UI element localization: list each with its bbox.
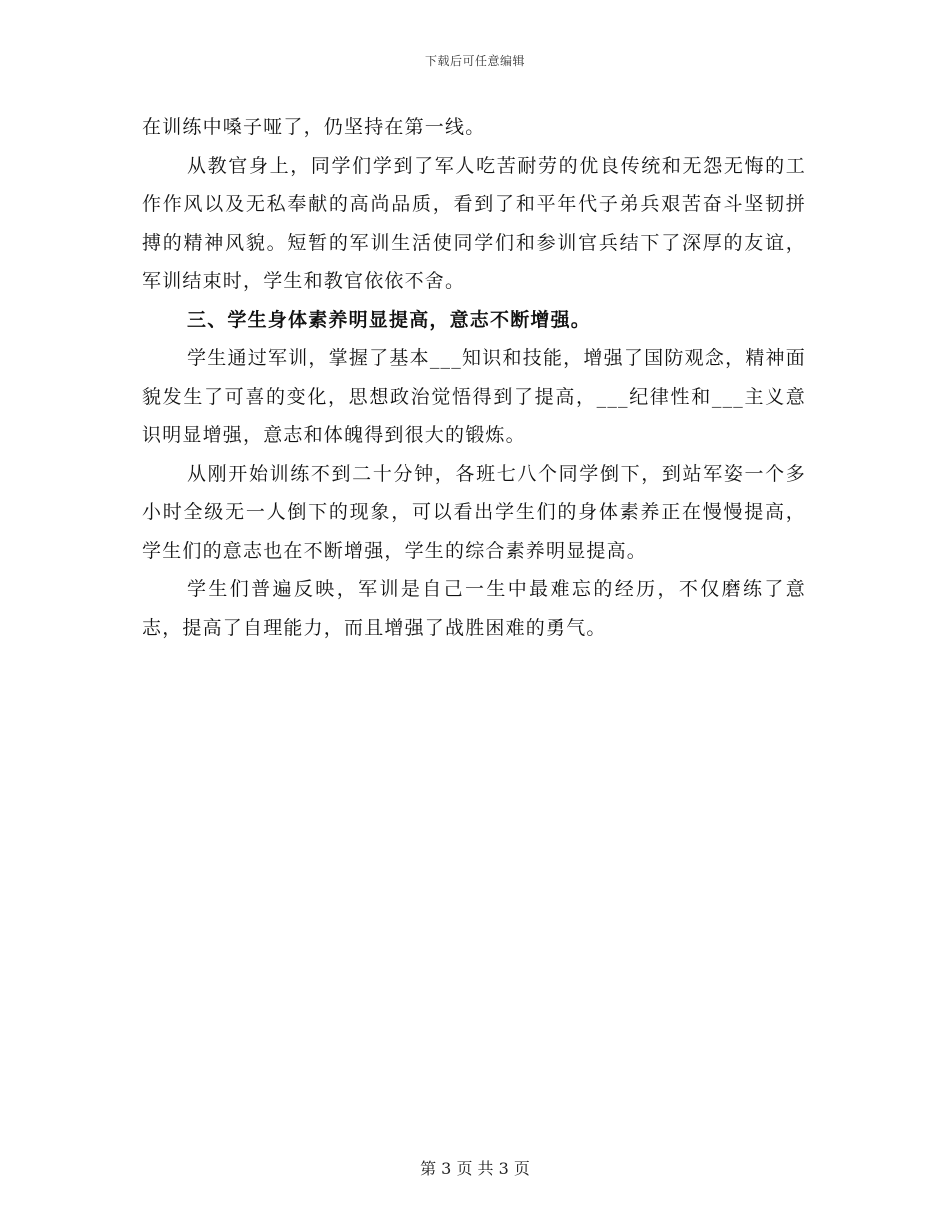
page-header: 下载后可任意编辑 (424, 54, 525, 68)
section-heading: 三、学生身体素养明显提高，意志不断增强。 (187, 308, 592, 331)
page-number: 第 3 页 共 3 页 (420, 1159, 530, 1178)
paragraph-training-outcomes: 学生通过军训，掌握了基本___知识和技能，增强了国防观念，精神面貌发生了可喜的变化，思想政治觉悟得到了提高，___纪律性和___主义意识明显增强，意志和体魄得到很大的锻炼。 (142, 347, 806, 446)
paragraph-continuation: 在训练中嗓子哑了，仍坚持在第一线。 (142, 116, 486, 138)
paragraph-physical-improvement: 从刚开始训练不到二十分钟，各班七八个同学倒下，到站军姿一个多小时全级无一人倒下的现象，可以看出学生们的身体素养正在慢慢提高，学生们的意志也在不断增强，学生的综合素养明显提高。 (142, 462, 806, 562)
paragraph-student-feedback: 学生们普遍反映，军训是自己一生中最难忘的经历，不仅磨练了意志，提高了自理能力，而且增强了战胜困难的勇气。 (142, 578, 806, 639)
paragraph-instructors: 从教官身上，同学们学到了军人吃苦耐劳的优良传统和无怨无悔的工作作风以及无私奉献的高尚品质，看到了和平年代子弟兵艰苦奋斗坚韧拼搏的精神风貌。短暂的军训生活使同学们和参训官兵结下了深厚的友谊，军训结束时，学生和教官依依不舍。 (142, 154, 806, 292)
document-body (142, 108, 806, 647)
